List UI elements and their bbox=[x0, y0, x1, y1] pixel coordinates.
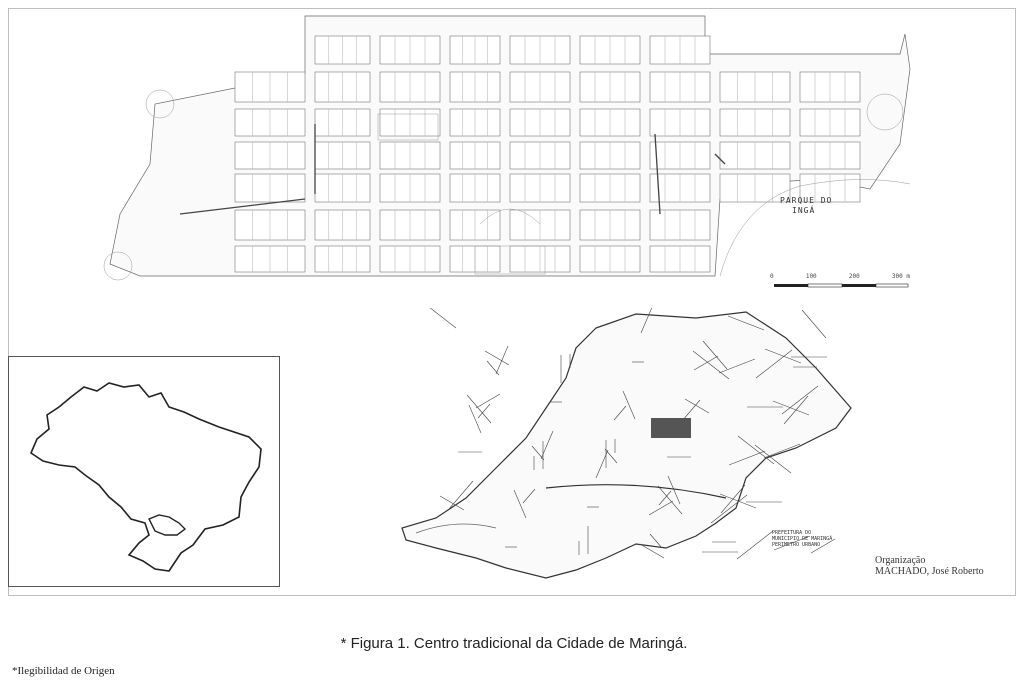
map-credit bbox=[875, 555, 984, 577]
park-label-line1: PARQUE DO bbox=[780, 196, 833, 205]
scale-tick-3: 300 m bbox=[891, 273, 910, 280]
map-legend bbox=[772, 530, 832, 548]
credit-line-2: MACHADO, José Roberto bbox=[875, 566, 984, 577]
figure-caption: * Figura 1. Centro tradicional da Cidade de Maringá. bbox=[340, 635, 688, 652]
legend-line-1: PREFEITURA DO bbox=[772, 530, 812, 536]
legend-line-2: MUNICIPIO DE MARINGÁ bbox=[772, 536, 833, 542]
brazil-inset bbox=[8, 356, 280, 587]
footnote: *Ilegibilidad de Origen bbox=[12, 665, 115, 677]
scale-tick-0: 0 bbox=[770, 273, 774, 280]
central-plan-map bbox=[100, 14, 920, 304]
park-label-line2: INGÁ bbox=[792, 206, 816, 215]
legend-line-3: PERIMETRO URBANO bbox=[772, 542, 821, 548]
scale-tick-1: 100 bbox=[805, 273, 817, 280]
park-label bbox=[780, 196, 832, 216]
credit-line-1: Organização bbox=[875, 555, 926, 566]
brazil-outline-map bbox=[9, 357, 279, 586]
scale-bar bbox=[772, 271, 910, 293]
scale-tick-2: 200 bbox=[848, 273, 860, 280]
